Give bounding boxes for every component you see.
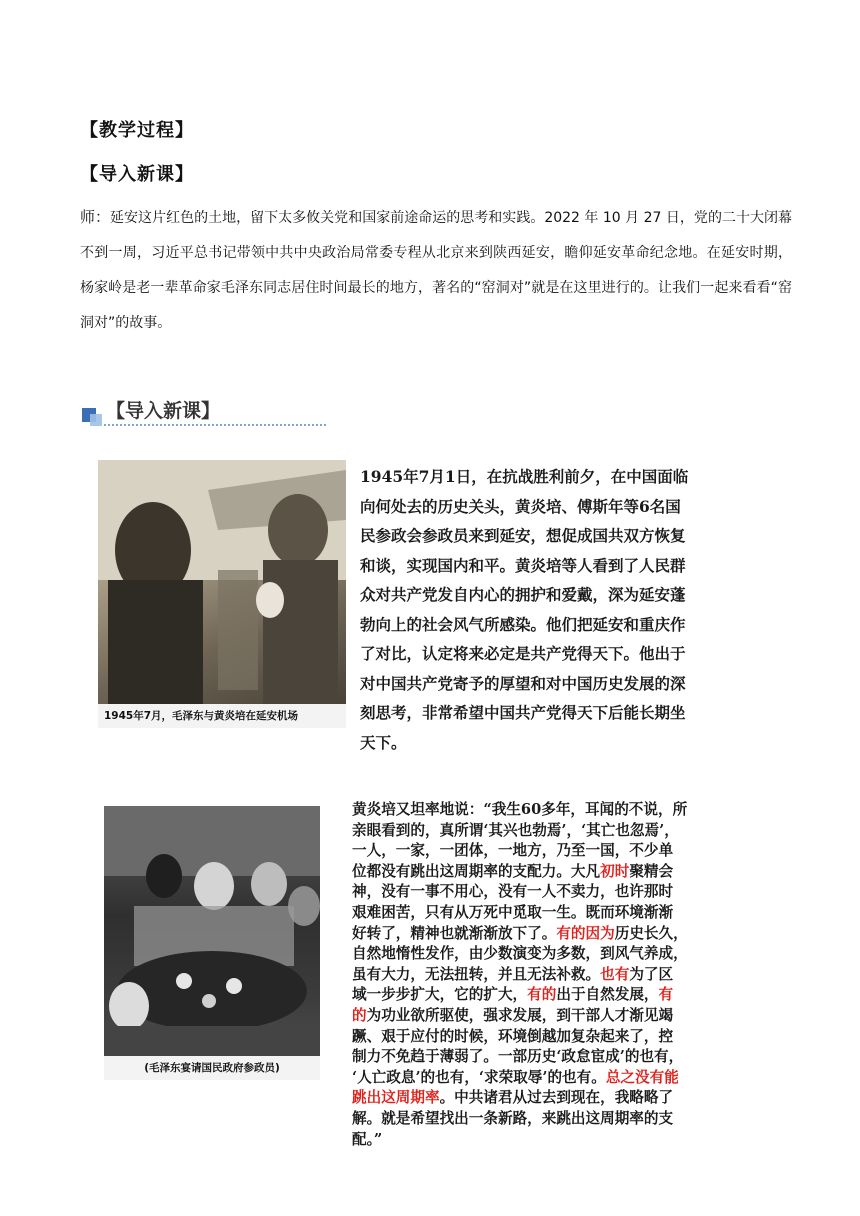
intro-paragraph-text: 延安这片红色的土地，留下太多攸关党和国家前途命运的思考和实践。2022 年 10 月 27 日，党的二十大闭幕不到一周，习近平总书记带领中共中央政治局常委专程从北京来到陕西延安，瞻仰延安革命纪念地。在延安时期，杨家岭是老一辈革命家毛泽东同志居住时间最长的地方，著名的“窑洞对”就是在这里进行的。让我们一起来看看“窑洞对”的故事。 bbox=[80, 210, 792, 331]
banner-dotted-rule bbox=[104, 424, 326, 426]
block2-text: 解。就是希望找出一条新路，来跳出这周期率的支 bbox=[352, 1109, 674, 1127]
block2-highlight: 有的 bbox=[527, 986, 557, 1004]
block2-text: 出于自然发展， bbox=[556, 986, 659, 1004]
photo-scene-illustration bbox=[98, 460, 346, 728]
block2-text: 历史长久， bbox=[614, 924, 688, 942]
block2-text: 蹶、艰于应付的时候，环境倒越加复杂起来了，控 bbox=[352, 1027, 674, 1045]
block2-line bbox=[352, 903, 748, 924]
photo1-caption: 1945年7月，毛泽东与黄炎培在延安机场 bbox=[98, 704, 346, 728]
photo-mao-huang-airport bbox=[98, 460, 346, 728]
block2-line bbox=[352, 1088, 748, 1109]
block2-text: 配。” bbox=[352, 1130, 383, 1148]
block2-highlight: 初时 bbox=[600, 862, 630, 880]
block2-line bbox=[352, 985, 748, 1006]
block2-line bbox=[352, 882, 748, 903]
block2-highlight: 的 bbox=[352, 1006, 367, 1024]
block1-line: 向何处去的历史关头，黄炎培、傅斯年等6名国 bbox=[360, 496, 681, 516]
banner-title: 【导入新课】 bbox=[106, 400, 221, 422]
heading-lesson-intro: 【导入新课】 bbox=[80, 164, 194, 185]
block2-text: 。中共诸君从过去到现在，我略略了 bbox=[439, 1089, 674, 1107]
block1-line: 对中国共产党寄予的厚望和对中国历史发展的深 bbox=[360, 673, 686, 693]
photo-mao-banquet bbox=[104, 806, 320, 1080]
history-text-block-2 bbox=[352, 800, 748, 1148]
block2-highlight: 有的因为 bbox=[556, 924, 615, 942]
block2-line bbox=[352, 800, 748, 821]
block2-text: 好转了，精神也就渐渐放下了。 bbox=[352, 924, 557, 942]
block1-line: 了对比，认定将来必定是共产党得天下。他出于 bbox=[360, 644, 686, 663]
history-text-block-1 bbox=[360, 462, 720, 752]
block2-highlight: 总之没有能 bbox=[605, 1068, 679, 1086]
speaker-label: 师： bbox=[80, 208, 111, 226]
block2-text: 艰难困苦，只有从万死中觅取一生。既而环境渐渐 bbox=[352, 903, 674, 921]
intro-paragraph bbox=[80, 200, 792, 341]
block2-text: 黄炎培又坦率地说：“我生60多年，耳闻的不说，所 bbox=[352, 801, 688, 818]
block2-line bbox=[352, 1006, 748, 1027]
block1-line: 勃向上的社会风气所感染。他们把延安和重庆作 bbox=[360, 614, 686, 634]
photo-banquet-illustration bbox=[104, 806, 320, 1080]
block2-text: 为功业欲所驱使，强求发展，到干部人才渐见竭 bbox=[366, 1006, 674, 1024]
block2-text: 聚精会 bbox=[629, 862, 674, 880]
block2-text: 一人，一家，一团体，一地方，乃至一国，不少单 bbox=[352, 842, 674, 860]
block2-text: 域一步步扩大，它的扩大， bbox=[352, 986, 528, 1004]
block2-line bbox=[352, 1068, 748, 1089]
block2-line bbox=[352, 1027, 748, 1048]
block2-text: 为了区 bbox=[629, 965, 674, 983]
block2-line bbox=[352, 1047, 748, 1068]
block2-line bbox=[352, 862, 748, 883]
block2-line bbox=[352, 944, 748, 965]
block2-highlight: 有 bbox=[658, 986, 674, 1004]
block2-line bbox=[352, 1109, 748, 1130]
block2-text: 亲眼看到的，真所谓‘其兴也勃焉’，‘其亡也忽焉’， bbox=[352, 821, 679, 839]
block2-text: 虽有大力，无法扭转，并且无法补救。 bbox=[352, 965, 601, 983]
block2-line bbox=[352, 924, 748, 945]
block1-line: 和谈，实现国内和平。黄炎培等人看到了人民群 bbox=[360, 555, 686, 575]
block1-line: 民参政会参政员来到延安，想促成国共双方恢复 bbox=[360, 526, 686, 545]
block1-line: 1945年7月1日，在抗战胜利前夕，在中国面临 bbox=[360, 467, 689, 486]
block2-text: 自然地惰性发作，由少数演变为多数，到风气养成， bbox=[352, 945, 688, 963]
block2-text: 位都没有跳出这周期率的支配力。大凡 bbox=[352, 862, 601, 880]
block2-line bbox=[352, 965, 748, 986]
heading-teaching-process: 【教学过程】 bbox=[80, 120, 194, 141]
block2-text: 神，没有一事不用心，没有一人不卖力，也许那时 bbox=[352, 883, 674, 901]
block2-line bbox=[352, 841, 748, 862]
banner-square-light-icon bbox=[90, 414, 102, 426]
block1-line: 众对共产党发自内心的拥护和爱戴，深为延安蓬 bbox=[360, 585, 686, 604]
block2-line-cut bbox=[352, 1130, 748, 1148]
section-banner bbox=[82, 396, 250, 428]
block2-highlight: 跳出这周期率 bbox=[352, 1089, 440, 1107]
block2-text: ‘人亡政息’的也有，‘求荣取辱’的也有。 bbox=[352, 1068, 606, 1086]
block1-line-cut: 天下。 bbox=[360, 732, 407, 752]
block1-line: 刻思考，非常希望中国共产党得天下后能长期坐 bbox=[360, 703, 686, 722]
block2-highlight: 也有 bbox=[600, 965, 630, 983]
block2-text: 制力不免趋于薄弱了。一部历史‘政怠宦成’的也有， bbox=[352, 1048, 684, 1066]
photo2-caption: (毛泽东宴请国民政府参政员) bbox=[104, 1056, 320, 1080]
block2-line bbox=[352, 821, 748, 842]
